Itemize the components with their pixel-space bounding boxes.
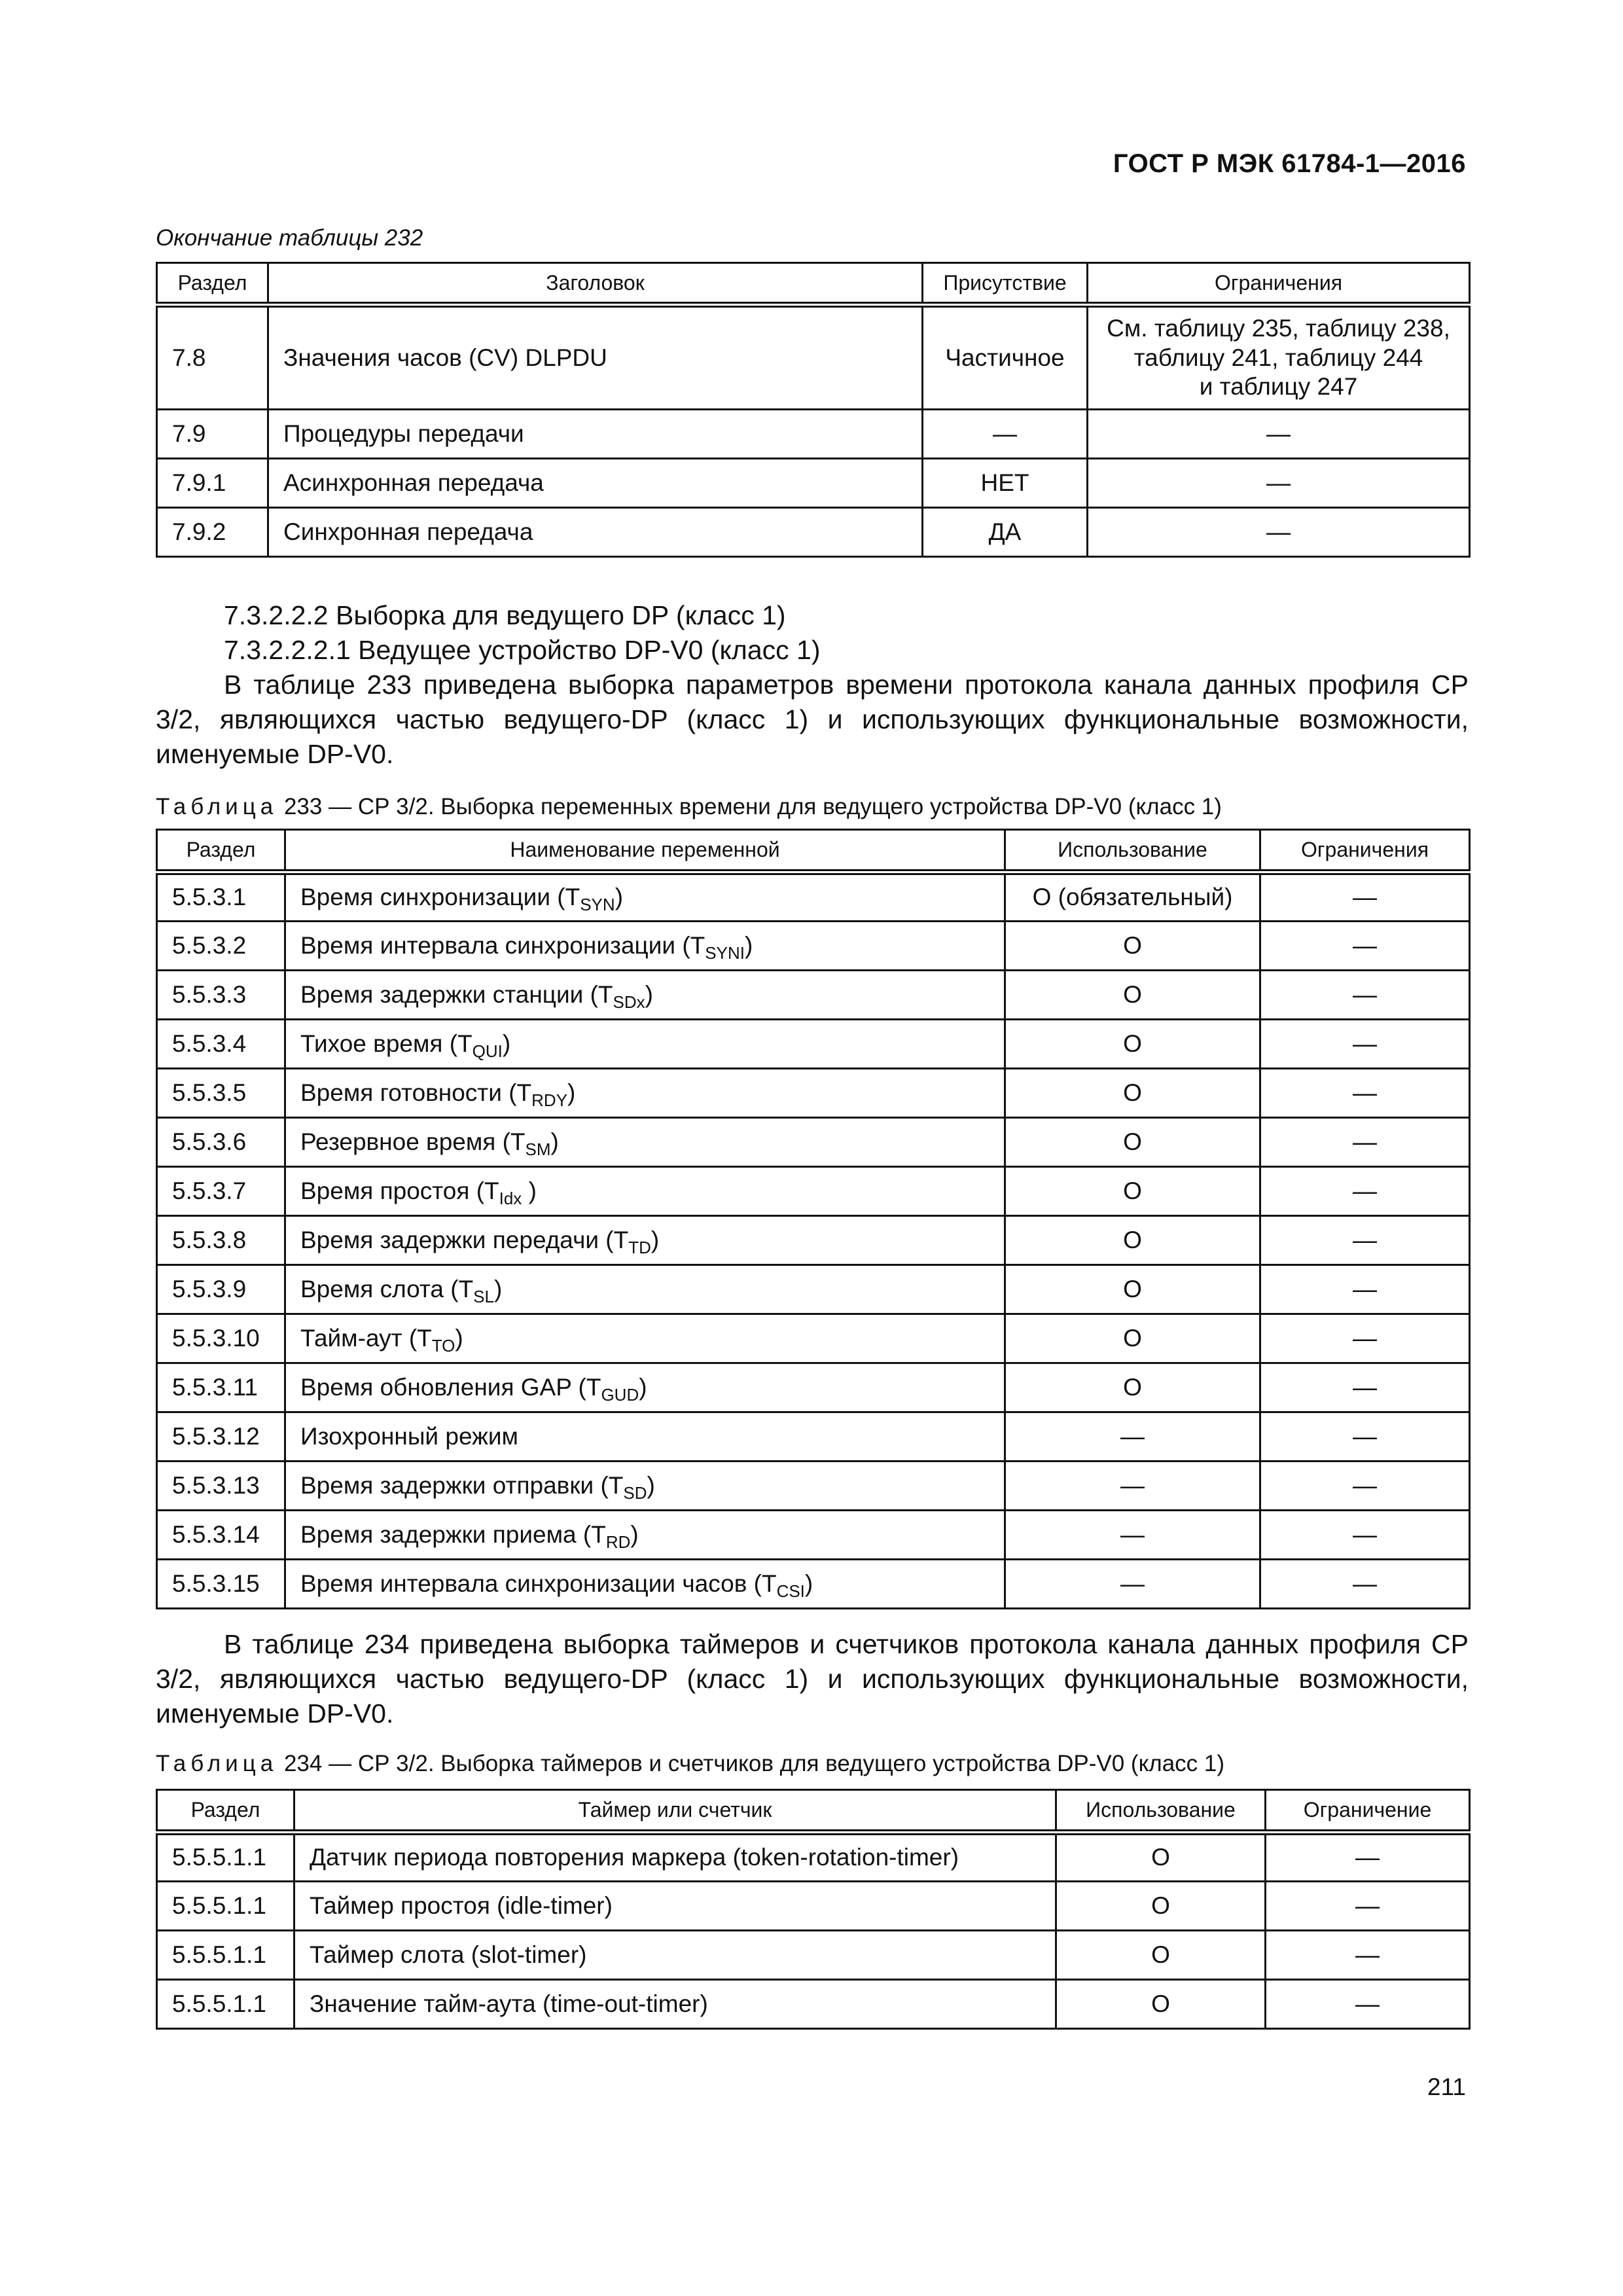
cell-section: 5.5.5.1.1 — [157, 1882, 294, 1931]
limits-line: — — [1266, 469, 1291, 496]
cell-section: 5.5.3.14 — [157, 1511, 285, 1560]
variable-subscript: QUI — [472, 1041, 503, 1061]
cell-limits: — — [1260, 1412, 1470, 1462]
table-row — [157, 1020, 1470, 1069]
cell-variable-name — [285, 1167, 1005, 1216]
cell-limits: — — [1260, 872, 1470, 922]
paragraph-table-234-intro: В таблице 234 приведена выборка таймеров и счетчиков протокола канала данных профиля СР 3/2, являющихся частью ведущего-DP (класс 1) и использующих функциональные возможности, именуемые DP-V0. — [156, 1629, 1469, 1729]
cell-limits: — — [1266, 1980, 1470, 2029]
cell-title: Асинхронная передача — [268, 459, 923, 508]
cell-section: 5.5.3.2 — [157, 922, 285, 971]
table-233 — [156, 829, 1471, 1609]
variable-name-text: Изохронный режим — [300, 1422, 518, 1450]
table-234 — [156, 1789, 1471, 2030]
variable-name-text: Время простоя (T — [300, 1177, 499, 1204]
cell-section: 7.9.2 — [157, 508, 268, 557]
table-row — [157, 1118, 1470, 1167]
cell-usage: О — [1005, 1020, 1260, 1069]
variable-name-text: Время задержки станции (T — [300, 980, 613, 1008]
column-header-usage: Использование — [1056, 1790, 1266, 1833]
cell-section: 5.5.3.1 — [157, 872, 285, 922]
cell-limits: — — [1260, 1216, 1470, 1265]
variable-subscript: SD — [623, 1482, 647, 1503]
limits-line: — — [1266, 420, 1291, 447]
variable-subscript: RDY — [531, 1090, 568, 1110]
table-row — [157, 1412, 1470, 1462]
cell-usage: О — [1005, 1265, 1260, 1314]
cell-limits: — — [1260, 1560, 1470, 1609]
table-row — [157, 305, 1470, 410]
variable-name-text: Тихое время (T — [300, 1030, 473, 1057]
cell-section: 5.5.5.1.1 — [157, 1980, 294, 2029]
cell-timer-name: Таймер простоя (idle-timer) — [294, 1882, 1056, 1931]
cell-usage: О — [1005, 1363, 1260, 1412]
variable-name-close: ) — [550, 1128, 559, 1155]
variable-name-close: ) — [493, 1275, 503, 1302]
table-234-caption — [156, 1751, 1224, 1777]
table-234-caption-label: Таблица — [156, 1751, 278, 1776]
table-row — [157, 508, 1470, 557]
table-233-caption-text: 233 — СР 3/2. Выборка переменных времени для ведущего устройства DP-V0 (класс 1) — [283, 794, 1222, 819]
cell-section: 5.5.3.11 — [157, 1363, 285, 1412]
cell-section: 5.5.3.3 — [157, 971, 285, 1020]
cell-usage: О (обязательный) — [1005, 872, 1260, 922]
cell-section: 5.5.3.7 — [157, 1167, 285, 1216]
cell-section: 5.5.3.8 — [157, 1216, 285, 1265]
table-row — [157, 1980, 1470, 2029]
column-header-limits: Ограничения — [1088, 263, 1470, 305]
variable-subscript: SYN — [580, 895, 615, 915]
cell-section: 7.8 — [157, 305, 268, 410]
cell-variable-name — [285, 1265, 1005, 1314]
cell-usage: О — [1005, 1216, 1260, 1265]
variable-name-text: Тайм-аут (T — [300, 1324, 432, 1352]
cell-usage: О — [1056, 1882, 1266, 1931]
cell-title: Процедуры передачи — [268, 410, 923, 459]
cell-section: 5.5.3.12 — [157, 1412, 285, 1462]
column-header-section: Раздел — [157, 830, 285, 872]
cell-limits: — — [1266, 1882, 1470, 1931]
cell-variable-name — [285, 1462, 1005, 1511]
cell-timer-name: Значение тайм-аута (time-out-timer) — [294, 1980, 1056, 2029]
cell-variable-name — [285, 1560, 1005, 1609]
cell-section: 5.5.3.4 — [157, 1020, 285, 1069]
cell-variable-name — [285, 971, 1005, 1020]
cell-limits: — — [1260, 971, 1470, 1020]
variable-subscript: SYNI — [705, 942, 745, 963]
cell-presence: Частичное — [923, 305, 1088, 410]
variable-name-text: Резервное время (T — [300, 1128, 526, 1155]
cell-usage: — — [1005, 1412, 1260, 1462]
page-number: 211 — [1427, 2073, 1466, 2100]
cell-limits: — — [1260, 1118, 1470, 1167]
cell-limits: — — [1260, 1511, 1470, 1560]
cell-usage: О — [1005, 1314, 1260, 1363]
variable-name-text: Время готовности (T — [300, 1079, 532, 1106]
table-row — [157, 1511, 1470, 1560]
cell-section: 5.5.3.15 — [157, 1560, 285, 1609]
variable-subscript: SDx — [613, 992, 645, 1012]
variable-name-text: Время задержки передачи (T — [300, 1226, 629, 1253]
variable-name-close: ) — [455, 1324, 463, 1352]
table-row — [157, 1560, 1470, 1609]
table-row — [157, 1363, 1470, 1412]
cell-presence: НЕТ — [923, 459, 1088, 508]
variable-subscript: Idx — [499, 1188, 522, 1208]
variable-name-text: Время слота (T — [300, 1275, 474, 1302]
cell-limits: — — [1260, 1167, 1470, 1216]
cell-variable-name — [285, 1363, 1005, 1412]
table-row — [157, 1314, 1470, 1363]
column-header-section: Раздел — [157, 263, 268, 305]
cell-limits: — — [1260, 1363, 1470, 1412]
cell-limits — [1088, 508, 1470, 557]
cell-usage: О — [1005, 1069, 1260, 1118]
column-header-limits: Ограничения — [1260, 830, 1470, 872]
variable-subscript: TD — [628, 1237, 651, 1257]
table-row — [157, 1069, 1470, 1118]
variable-subscript: SL — [473, 1286, 494, 1306]
cell-section: 5.5.5.1.1 — [157, 1931, 294, 1980]
cell-limits: — — [1266, 1833, 1470, 1882]
limits-line: — — [1266, 518, 1291, 545]
cell-section: 5.5.3.5 — [157, 1069, 285, 1118]
cell-usage: О — [1005, 922, 1260, 971]
table-row — [157, 1833, 1470, 1882]
cell-section: 7.9.1 — [157, 459, 268, 508]
table-233-caption — [156, 794, 1222, 820]
variable-name-text: Время обновления GAP (T — [300, 1373, 601, 1401]
paragraph-table-233-intro: В таблице 233 приведена выборка параметров времени протокола канала данных профиля СР 3/2, являющихся частью ведущего-DP (класс 1) и использующих функциональные возможности, именуемые DP-V0. — [156, 670, 1469, 769]
table-232-caption: Окончание таблицы 232 — [156, 225, 423, 251]
variable-name-close: ) — [630, 1520, 639, 1548]
variable-name-text: Время задержки приема (T — [300, 1520, 606, 1548]
table-row — [157, 1882, 1470, 1931]
variable-name-close: ) — [502, 1030, 511, 1057]
variable-name-close: ) — [522, 1177, 537, 1204]
cell-limits: — — [1260, 1265, 1470, 1314]
table-233-caption-label: Таблица — [156, 794, 278, 819]
cell-timer-name: Датчик периода повторения маркера (token-rotation-timer) — [294, 1833, 1056, 1882]
cell-usage: — — [1005, 1511, 1260, 1560]
table-row — [157, 1931, 1470, 1980]
variable-subscript: SM — [525, 1139, 551, 1159]
cell-section: 5.5.3.6 — [157, 1118, 285, 1167]
cell-section: 5.5.3.10 — [157, 1314, 285, 1363]
cell-section: 7.9 — [157, 410, 268, 459]
cell-variable-name — [285, 922, 1005, 971]
section-heading-7-3-2-2-2-1: 7.3.2.2.2.1 Ведущее устройство DP-V0 (класс 1) — [224, 635, 821, 665]
cell-variable-name — [285, 1118, 1005, 1167]
table-row — [157, 1216, 1470, 1265]
cell-section: 5.5.5.1.1 — [157, 1833, 294, 1882]
cell-variable-name — [285, 1216, 1005, 1265]
variable-name-close: ) — [804, 1570, 813, 1597]
limits-line: См. таблицу 235, таблицу 238, — [1107, 315, 1450, 342]
table-232 — [156, 262, 1471, 558]
cell-limits: — — [1260, 1314, 1470, 1363]
cell-variable-name — [285, 1412, 1005, 1462]
cell-section: 5.5.3.9 — [157, 1265, 285, 1314]
limits-line: таблицу 241, таблицу 244 — [1133, 344, 1423, 371]
cell-timer-name: Таймер слота (slot-timer) — [294, 1931, 1056, 1980]
variable-name-close: ) — [647, 1471, 655, 1499]
variable-name-close: ) — [567, 1079, 576, 1106]
cell-variable-name — [285, 1020, 1005, 1069]
cell-variable-name — [285, 1511, 1005, 1560]
cell-title: Синхронная передача — [268, 508, 923, 557]
cell-usage: — — [1005, 1462, 1260, 1511]
cell-limits: — — [1260, 1069, 1470, 1118]
document-standard-id: ГОСТ Р МЭК 61784-1—2016 — [1113, 149, 1466, 178]
section-heading-7-3-2-2-2: 7.3.2.2.2 Выборка для ведущего DP (класс 1) — [224, 600, 786, 630]
table-row — [157, 1167, 1470, 1216]
cell-presence: — — [923, 410, 1088, 459]
cell-limits: — — [1260, 1020, 1470, 1069]
paragraph-table-234-intro-block — [156, 1627, 1469, 1731]
variable-name-text: Время интервала синхронизации часов (T — [300, 1570, 777, 1597]
table-row — [157, 872, 1470, 922]
cell-limits — [1088, 459, 1470, 508]
cell-limits: — — [1260, 922, 1470, 971]
column-header-title: Заголовок — [268, 263, 923, 305]
column-header-section: Раздел — [157, 1790, 294, 1833]
table-row — [157, 459, 1470, 508]
table-row — [157, 1462, 1470, 1511]
section-text — [156, 598, 1469, 772]
variable-name-close: ) — [639, 1373, 647, 1401]
cell-variable-name — [285, 872, 1005, 922]
cell-variable-name — [285, 1314, 1005, 1363]
variable-subscript: RD — [605, 1532, 631, 1552]
cell-usage: О — [1056, 1931, 1266, 1980]
column-header-timer-or-counter: Таймер или счетчик — [294, 1790, 1056, 1833]
cell-title: Значения часов (CV) DLPDU — [268, 305, 923, 410]
variable-subscript: GUD — [601, 1384, 639, 1405]
column-header-variable-name: Наименование переменной — [285, 830, 1005, 872]
cell-usage: О — [1005, 1118, 1260, 1167]
table-row — [157, 922, 1470, 971]
table-row — [157, 971, 1470, 1020]
variable-subscript: CSI — [776, 1581, 805, 1601]
cell-usage: О — [1005, 971, 1260, 1020]
cell-limits: — — [1260, 1462, 1470, 1511]
variable-name-close: ) — [615, 884, 624, 911]
cell-usage: О — [1056, 1980, 1266, 2029]
cell-section: 5.5.3.13 — [157, 1462, 285, 1511]
variable-name-close: ) — [651, 1226, 660, 1253]
cell-limits — [1088, 410, 1470, 459]
variable-name-text: Время интервала синхронизации (T — [300, 931, 705, 959]
column-header-presence: Присутствие — [923, 263, 1088, 305]
cell-usage: — — [1005, 1560, 1260, 1609]
cell-limits — [1088, 305, 1470, 410]
column-header-usage: Использование — [1005, 830, 1260, 872]
cell-variable-name — [285, 1069, 1005, 1118]
table-row — [157, 410, 1470, 459]
cell-usage: О — [1056, 1833, 1266, 1882]
variable-subscript: TO — [431, 1335, 455, 1355]
cell-limits: — — [1266, 1931, 1470, 1980]
table-234-caption-text: 234 — СР 3/2. Выборка таймеров и счетчиков для ведущего устройства DP-V0 (класс 1) — [283, 1751, 1225, 1776]
variable-name-text: Время задержки отправки (T — [300, 1471, 624, 1499]
variable-name-close: ) — [645, 980, 653, 1008]
variable-name-close: ) — [744, 931, 753, 959]
cell-usage: О — [1005, 1167, 1260, 1216]
table-row — [157, 1265, 1470, 1314]
variable-name-text: Время синхронизации (T — [300, 884, 580, 911]
cell-presence: ДА — [923, 508, 1088, 557]
column-header-limits: Ограничение — [1266, 1790, 1470, 1833]
limits-line: и таблицу 247 — [1199, 373, 1358, 401]
